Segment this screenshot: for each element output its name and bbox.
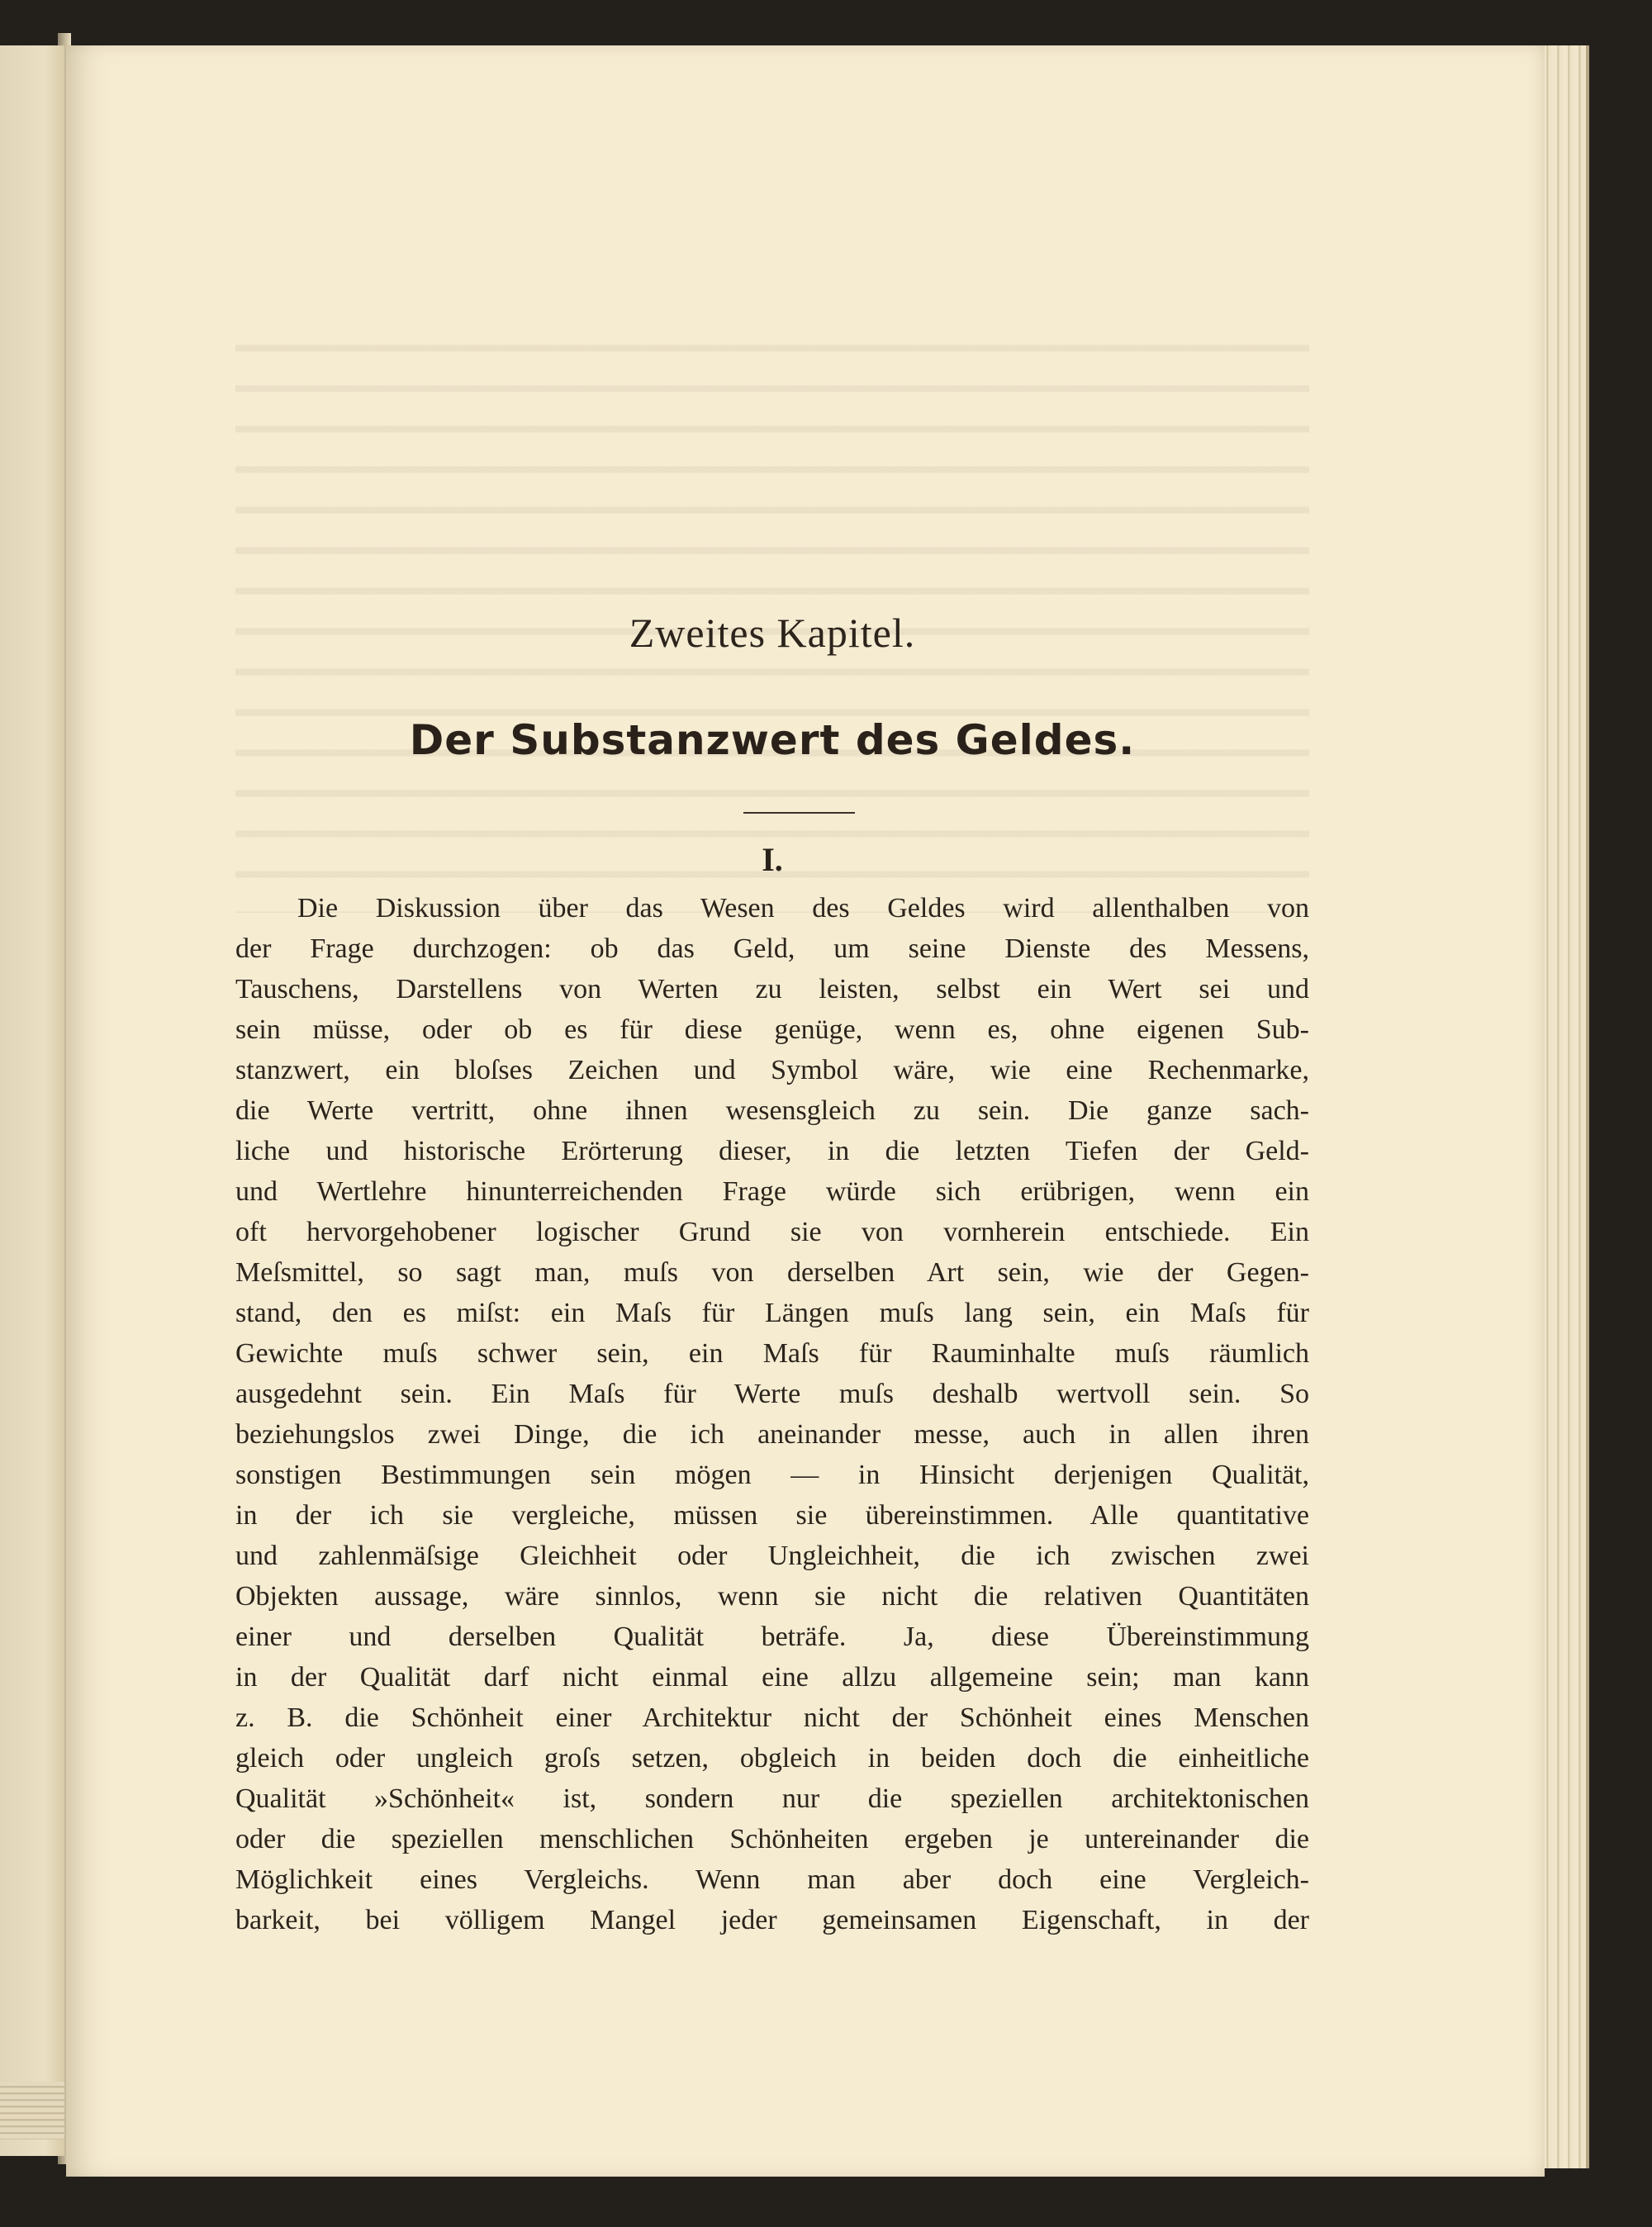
book-page [66, 45, 1545, 2177]
text-line: stanzwert, ein bloſses Zeichen und Symbol wäre, wie eine Rechenmarke, [235, 1055, 1309, 1085]
text-line: oft hervorgehobener logischer Grund sie von vornherein entschiede. Ein [235, 1217, 1309, 1247]
text-line: Qualität »Schönheit« ist, sondern nur die speziellen architektonischen [235, 1783, 1309, 1814]
text-line: z. B. die Schönheit einer Architektur nicht der Schönheit eines Menschen [235, 1702, 1309, 1733]
text-line: und Wertlehre hinunterreichenden Frage würde sich erübrigen, wenn ein [235, 1176, 1309, 1207]
text-line: Tauschens, Darstellens von Werten zu leisten, selbst ein Wert sei und [235, 974, 1309, 1004]
chapter-number: Zweites Kapitel. [629, 610, 916, 656]
text-line: gleich oder ungleich groſs setzen, obgleich in beiden doch die einheitliche [235, 1743, 1309, 1774]
text-line: Die Diskussion über das Wesen des Geldes wird allenthalben von [297, 893, 1309, 924]
text-line: Gewichte muſs schwer sein, ein Maſs für Rauminhalte muſs räumlich [235, 1338, 1309, 1369]
text-line: Objekten aussage, wäre sinnlos, wenn sie nicht die relativen Quantitäten [235, 1581, 1309, 1612]
body-text [235, 888, 1309, 1940]
text-line: liche und historische Erörterung dieser, in die letzten Tiefen der Geld- [235, 1136, 1309, 1166]
text-line: barkeit, bei völligem Mangel jeder gemeinsamen Eigenschaft, in der [235, 1905, 1309, 1935]
text-line: beziehungslos zwei Dinge, die ich aneinander messe, auch in allen ihren [235, 1419, 1309, 1450]
text-line: sonstigen Bestimmungen sein mögen — in Hinsicht derjenigen Qualität, [235, 1460, 1309, 1490]
text-line: in der ich sie vergleiche, müssen sie übereinstimmen. Alle quantitative [235, 1500, 1309, 1531]
text-line: sein müsse, oder ob es für diese genüge, wenn es, ohne eigenen Sub- [235, 1014, 1309, 1045]
chapter-title: Der Substanzwert des Geldes. [409, 716, 1136, 764]
text-line: stand, den es miſst: ein Maſs für Längen muſs lang sein, ein Maſs für [235, 1298, 1309, 1328]
section-number: I. [762, 841, 783, 878]
text-line: die Werte vertritt, ohne ihnen wesensgleich zu sein. Die ganze sach- [235, 1095, 1309, 1126]
previous-page-edge [0, 45, 64, 2156]
title-divider [743, 812, 855, 814]
text-line: Möglichkeit eines Vergleichs. Wenn man aber doch eine Vergleich- [235, 1864, 1309, 1895]
text-line: und zahlenmäſsige Gleichheit oder Ungleichheit, die ich zwischen zwei [235, 1541, 1309, 1571]
text-line: Meſsmittel, so sagt man, muſs von derselben Art sein, wie der Gegen- [235, 1257, 1309, 1288]
text-line: oder die speziellen menschlichen Schönheiten ergeben je untereinander die [235, 1824, 1309, 1854]
text-line: in der Qualität darf nicht einmal eine allzu allgemeine sein; man kann [235, 1662, 1309, 1693]
previous-page-stack [0, 2082, 64, 2139]
text-line: der Frage durchzogen: ob das Geld, um seine Dienste des Messens, [235, 933, 1309, 964]
text-line: einer und derselben Qualität beträfe. Ja, diese Übereinstimmung [235, 1622, 1309, 1652]
text-line: ausgedehnt sein. Ein Maſs für Werte muſs deshalb wertvoll sein. So [235, 1379, 1309, 1409]
